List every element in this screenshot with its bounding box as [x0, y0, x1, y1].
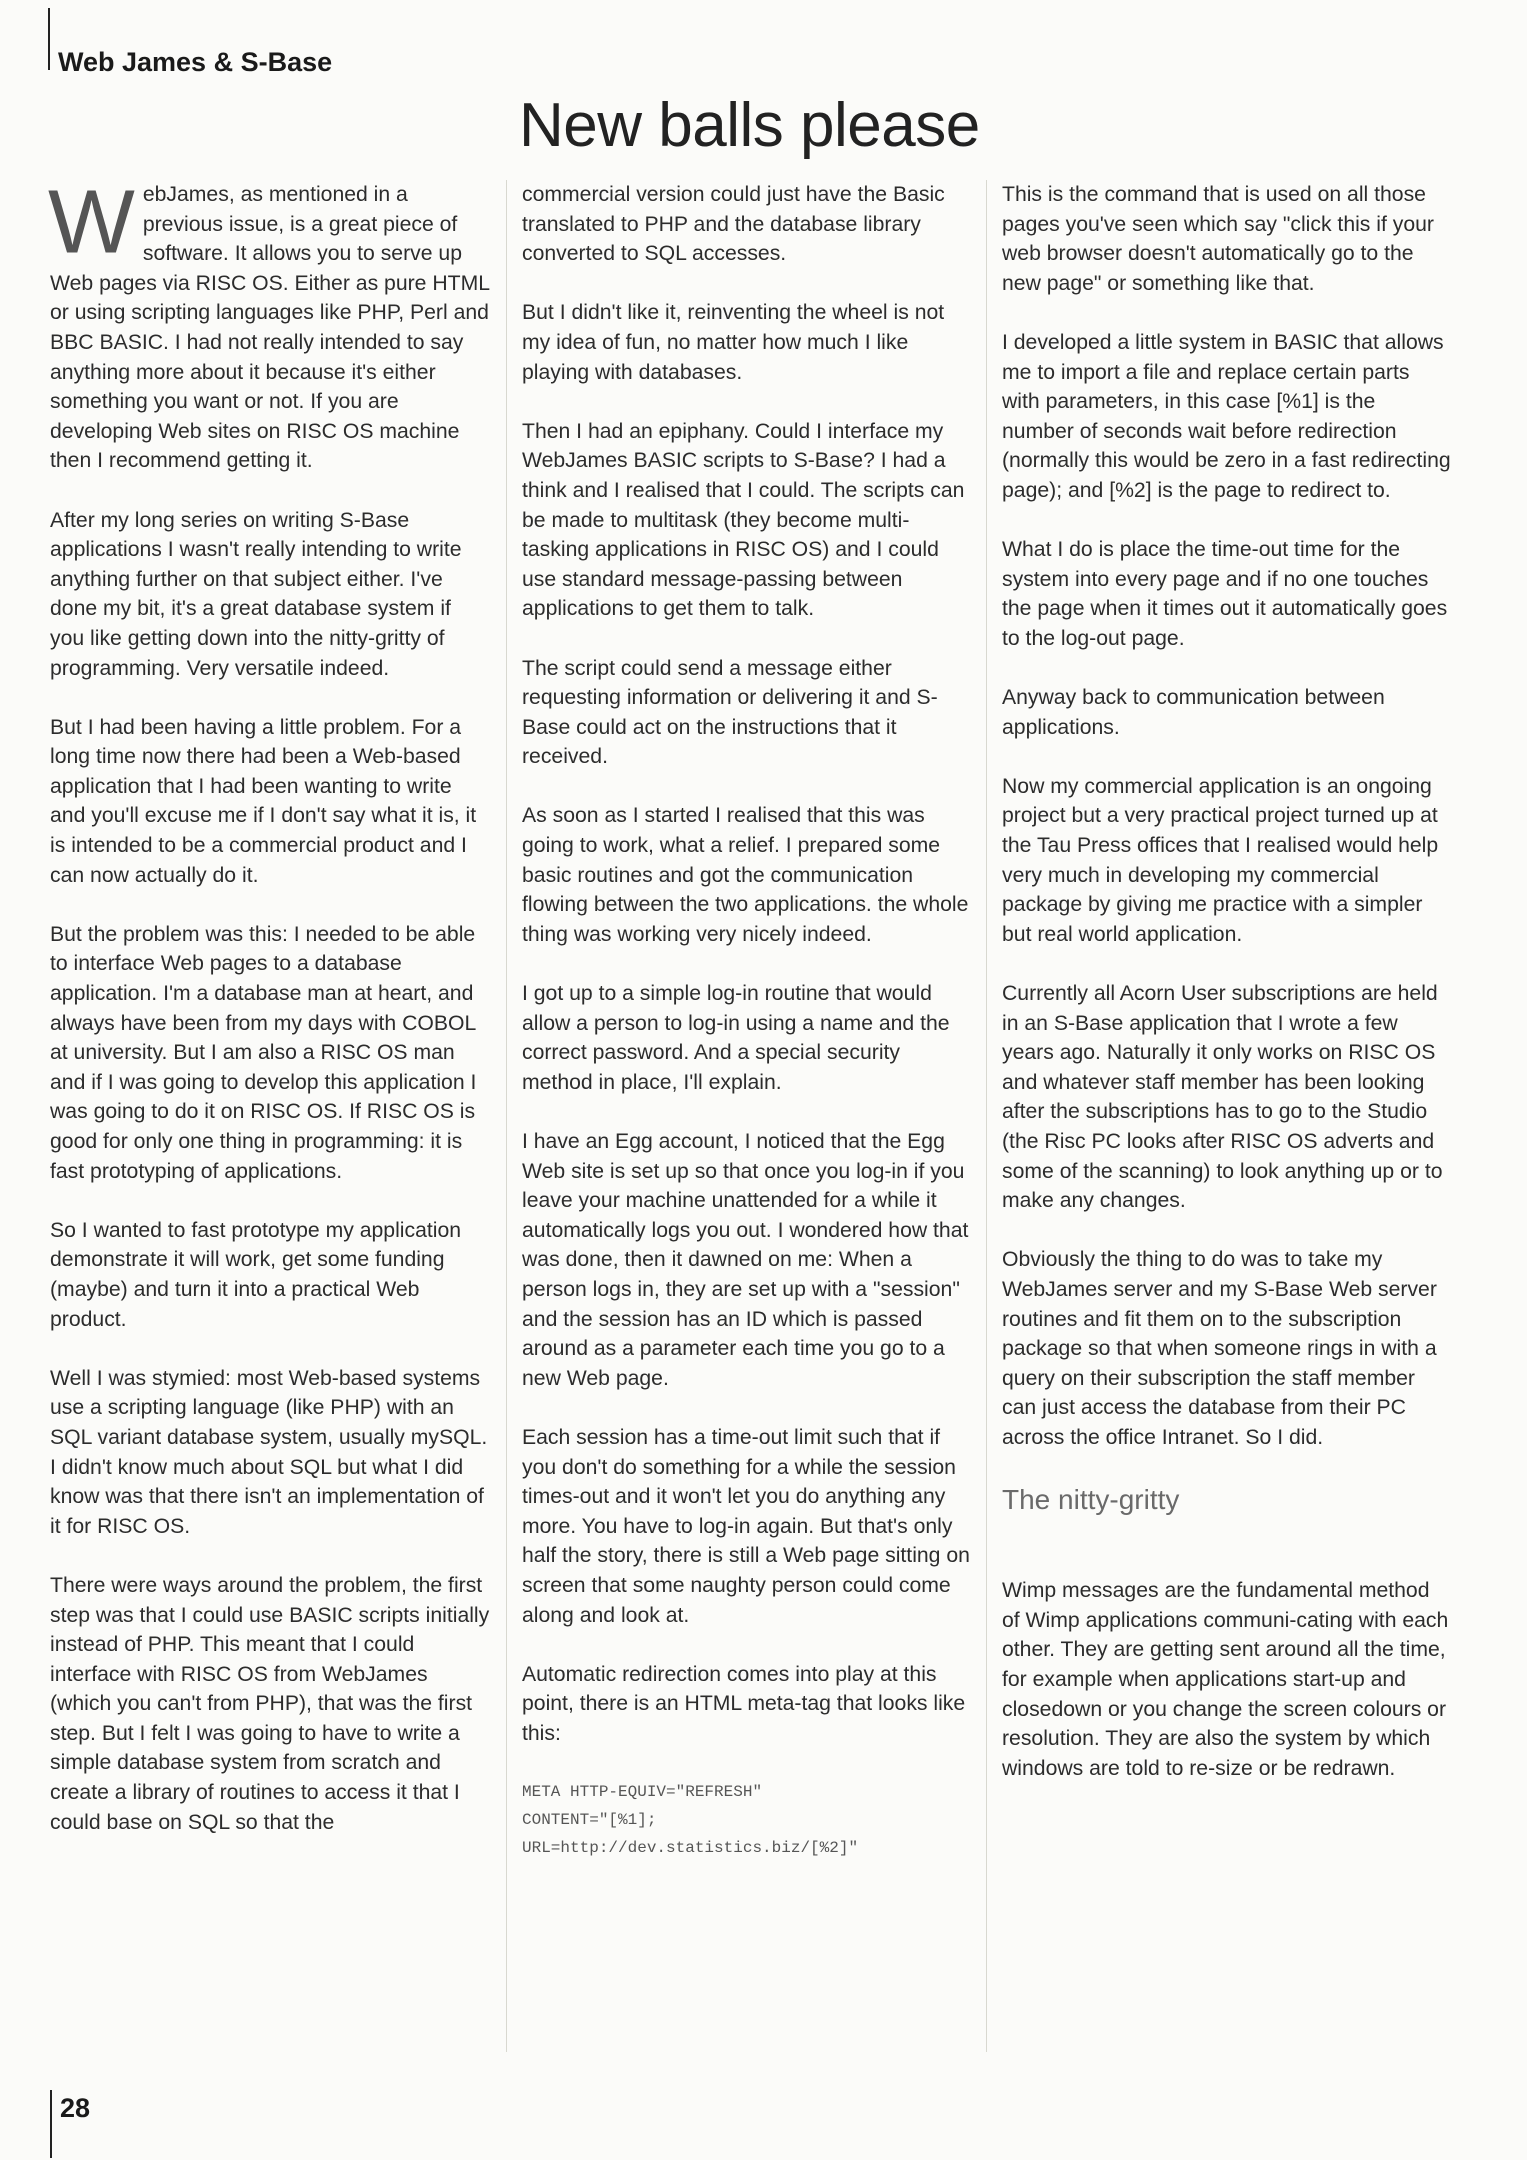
paragraph: But I had been having a little problem. For a long time now there had been a Web-based application that I had been wanting to write and you'll excuse me if I don't say what it is, it is intended to be a commercial product and I can now actually do it.: [50, 715, 477, 887]
paragraph: Anyway back to communication between applications.: [1002, 686, 1385, 739]
paragraph: [48, 172, 490, 476]
column-divider: [986, 180, 987, 2052]
code-line: URL=http://dev.statistics.biz/[%2]": [522, 1839, 859, 1858]
paragraph: But the problem was this: I needed to be able to interface Web pages to a database application. I'm a database man at heart, and always have been from my days with COBOL at university. But I am also a RISC OS man and if I was going to develop this application I was going to do it on RISC OS. If RISC OS is good for only one thing in programming: it is fast prototyping of applications.: [50, 922, 477, 1183]
paragraph: This is the command that is used on all those pages you've seen which say "click this if your web browser doesn't automatically go to the new page" or something like that.: [1002, 183, 1434, 295]
section-title: Web James & S-Base: [58, 47, 333, 77]
paragraph: I developed a little system in BASIC that allows me to import a file and replace certain parts with parameters, in this case [%1] is the number of seconds wait before redirection (normally this would be zero in a fast redirecting page); and [%2] is the page to redirect to.: [1002, 330, 1451, 502]
paragraph: What I do is place the time-out time for the system into every page and if no one touches the page when it times out it automatically goes to the log-out page.: [1002, 538, 1448, 650]
column-1: [48, 172, 490, 1867]
drop-cap: W: [48, 172, 135, 272]
paragraph: Automatic redirection comes into play at this point, there is an HTML meta-tag that looks like this:: [522, 1662, 966, 1745]
paragraph: Well I was stymied: most Web-based systems use a scripting language (like PHP) with an SQL variant database system, usually mySQL. I didn't know much about SQL but what I did know was that there isn't an implementation of it for RISC OS.: [50, 1366, 488, 1538]
paragraph: Currently all Acorn User subscriptions are held in an S-Base application that I wrote a few years ago. Naturally it only works on RISC OS and whatever staff member has been looking after the subscriptions has to go to the Studio (the Risc PC looks after RISC OS adverts and some of the scanning) to look anything up or to make any changes.: [1002, 982, 1443, 1213]
paragraph: But I didn't like it, reinventing the wheel is not my idea of fun, no matter how much I like playing with databases.: [522, 301, 945, 384]
paragraph: So I wanted to fast prototype my application demonstrate it will work, get some funding (maybe) and turn it into a practical Web product.: [50, 1218, 462, 1331]
paragraph-text: ebJames, as mentioned in a previous issue, is a great piece of software. It allows you to serve up Web pages via RISC OS. Either as pure HTML or using scripting languages like PHP, Perl and BBC BASIC. I had not really intended to say anything more about it because it's either something you want or not. If you are developing Web sites on RISC OS machine then I recommend getting it.: [50, 183, 490, 473]
footer-rule: [50, 2090, 52, 2158]
code-line: CONTENT="[%1];: [522, 1811, 657, 1830]
paragraph: The script could send a message either requesting information or delivering it and S-Base could act on the instructions that it received.: [522, 656, 938, 769]
paragraph: commercial version could just have the Basic translated to PHP and the database library converted to SQL accesses.: [522, 183, 945, 266]
paragraph: As soon as I started I realised that this was going to work, what a relief. I prepared some basic routines and got the communication flowing between the two applications. the whole thing was working very nicely indeed.: [522, 804, 969, 946]
paragraph: Each session has a time-out limit such that if you don't do something for a while the session times-out and it won't let you do anything any more. You have to log-in again. But that's only half the story, there is still a Web page sitting on screen that some naughty person could come along and look at.: [522, 1425, 970, 1627]
column-divider: [506, 180, 507, 2052]
subheading: The nitty-gritty: [1002, 1484, 1180, 1516]
code-line: META HTTP-EQUIV="REFRESH": [522, 1783, 763, 1802]
paragraph: Obviously the thing to do was to take my WebJames server and my S-Base Web server routines and fit them on to the subscription package so that when someone rings in with a query on their subscription the staff member can just access the database from their PC across the office Intranet. So I did.: [1002, 1248, 1437, 1449]
paragraph: I got up to a simple log-in routine that would allow a person to log-in using a name and the correct password. And a special security method in place, I'll explain.: [522, 982, 950, 1094]
column-3: [1002, 180, 1452, 1813]
paragraph: There were ways around the problem, the first step was that I could use BASIC scripts initially instead of PHP. This meant that I could interface with RISC OS from WebJames (which you can't from PHP), that was the first step. But I felt I was going to have to write a simple database system from scratch and create a library of routines to access it that I could base on SQL so that the: [50, 1573, 490, 1834]
paragraph: Wimp messages are the fundamental method of Wimp applications communi-cating with each other. They are getting sent around all the time, for example when applications start-up and closedown or you change the screen colours or resolution. They are also the system by which windows are told to re-size or be redrawn.: [1002, 1579, 1449, 1780]
paragraph: I have an Egg account, I noticed that the Egg Web site is set up so that once you log-in if you leave your machine unattended for a while it automatically logs you out. I wondered how that was done, then it dawned on me: When a person logs in, they are set up with a "session" and the session has an ID which is passed around as a parameter each time you go to a new Web page.: [522, 1130, 969, 1390]
paragraph: Then I had an epiphany. Could I interface my WebJames BASIC scripts to S-Base? I had a think and I realised that I could. The scripts can be made to multitask (they become multi-tasking applications in RISC OS) and I could use standard message-passing between applications to get them to talk.: [522, 419, 965, 621]
code-block: [522, 1778, 972, 1862]
column-2: [522, 180, 972, 1862]
paragraph: Now my commercial application is an ongoing project but a very practical project turned up at the Tau Press offices that I realised would help very much in developing my commercial package by giving me practice with a simpler but real world application.: [1002, 774, 1439, 946]
paragraph: After my long series on writing S-Base applications I wasn't really intending to write anything further on that subject either. I've done my bit, it's a great database system if you like getting down into the nitty-gritty of programming. Very versatile indeed.: [50, 508, 462, 680]
article-headline: New balls please: [519, 91, 980, 160]
page-number: 28: [60, 2093, 91, 2123]
header-rule: [48, 8, 50, 70]
